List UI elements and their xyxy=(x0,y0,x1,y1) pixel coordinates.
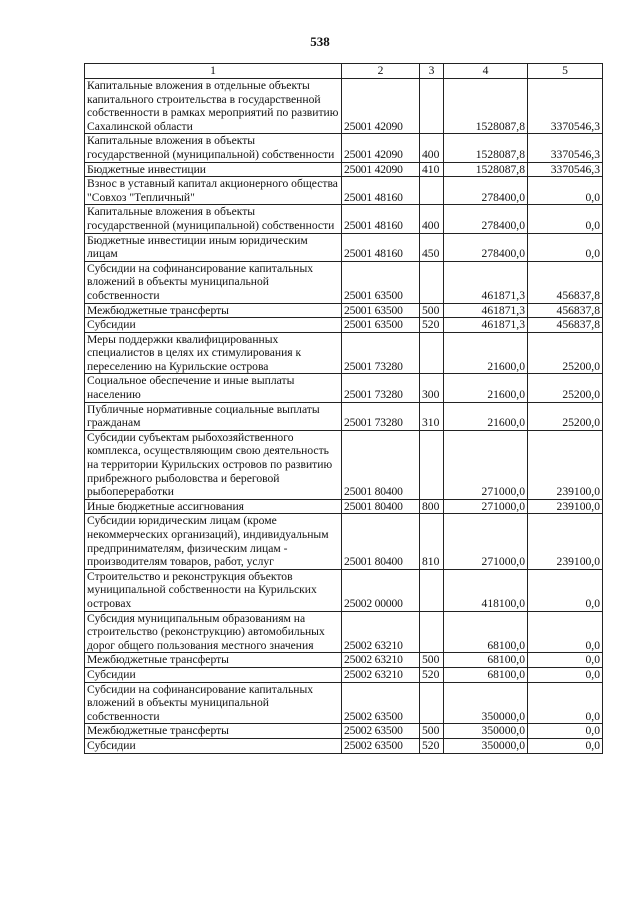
table-row xyxy=(85,303,603,318)
row-expense-type: 400 xyxy=(420,134,444,162)
table-row xyxy=(85,682,603,724)
row-expense-type: 520 xyxy=(420,667,444,682)
row-expense-type xyxy=(420,177,444,205)
row-amount-2: 3370546,3 xyxy=(528,134,603,162)
row-expense-type: 520 xyxy=(420,738,444,753)
table-row xyxy=(85,569,603,611)
table-body xyxy=(85,79,603,754)
table-row xyxy=(85,205,603,233)
row-amount-2: 0,0 xyxy=(528,724,603,739)
row-expense-type: 300 xyxy=(420,374,444,402)
row-name: Субсидии на софинансирование капитальных вложений в объекты муниципальной собственности xyxy=(85,682,342,724)
row-name: Социальное обеспечение и иные выплаты населению xyxy=(85,374,342,402)
row-code: 25001 80400 xyxy=(342,514,420,569)
row-expense-type: 810 xyxy=(420,514,444,569)
row-amount-1: 68100,0 xyxy=(444,667,528,682)
row-expense-type xyxy=(420,611,444,653)
table-row xyxy=(85,79,603,134)
row-name: Субсидии юридическим лицам (кроме некоммерческих организаций), индивидуальным предпринимателям, физическим лицам - производителям товаров, работ, услуг xyxy=(85,514,342,569)
row-amount-2: 25200,0 xyxy=(528,402,603,430)
table-row xyxy=(85,499,603,514)
row-name: Межбюджетные трансферты xyxy=(85,303,342,318)
row-code: 25001 63500 xyxy=(342,318,420,333)
table-row xyxy=(85,332,603,374)
row-expense-type xyxy=(420,569,444,611)
row-expense-type xyxy=(420,261,444,303)
table-row xyxy=(85,667,603,682)
row-name: Межбюджетные трансферты xyxy=(85,653,342,668)
table-row xyxy=(85,177,603,205)
row-amount-2: 0,0 xyxy=(528,569,603,611)
header-col-1: 1 xyxy=(85,64,342,79)
table-row xyxy=(85,261,603,303)
row-name: Меры поддержки квалифицированных специалистов в целях их стимулирования к переселению на Курильские острова xyxy=(85,332,342,374)
row-amount-2: 0,0 xyxy=(528,233,603,261)
row-expense-type xyxy=(420,332,444,374)
row-code: 25001 73280 xyxy=(342,332,420,374)
row-name: Субсидии субъектам рыбохозяйственного комплекса, осуществляющим свою деятельность на территории Курильских островов по развитию прибрежного рыболовства и береговой рыбопереработки xyxy=(85,430,342,499)
budget-table xyxy=(84,63,603,754)
table-row xyxy=(85,233,603,261)
row-amount-1: 278400,0 xyxy=(444,205,528,233)
row-name: Бюджетные инвестиции иным юридическим лицам xyxy=(85,233,342,261)
row-code: 25001 63500 xyxy=(342,261,420,303)
row-code: 25001 48160 xyxy=(342,233,420,261)
row-amount-2: 239100,0 xyxy=(528,430,603,499)
row-expense-type xyxy=(420,430,444,499)
row-code: 25002 00000 xyxy=(342,569,420,611)
row-expense-type: 500 xyxy=(420,653,444,668)
row-amount-2: 456837,8 xyxy=(528,261,603,303)
row-code: 25001 80400 xyxy=(342,430,420,499)
table-row xyxy=(85,374,603,402)
row-amount-1: 68100,0 xyxy=(444,611,528,653)
row-expense-type: 500 xyxy=(420,303,444,318)
row-name: Капитальные вложения в объекты государственной (муниципальной) собственности xyxy=(85,205,342,233)
row-amount-1: 1528087,8 xyxy=(444,79,528,134)
row-expense-type xyxy=(420,682,444,724)
row-amount-1: 350000,0 xyxy=(444,724,528,739)
row-name: Субсидии xyxy=(85,667,342,682)
row-amount-1: 21600,0 xyxy=(444,332,528,374)
row-code: 25002 63210 xyxy=(342,653,420,668)
table-row xyxy=(85,514,603,569)
table-row xyxy=(85,611,603,653)
header-col-4: 4 xyxy=(444,64,528,79)
row-amount-1: 461871,3 xyxy=(444,261,528,303)
row-amount-1: 21600,0 xyxy=(444,402,528,430)
row-expense-type xyxy=(420,79,444,134)
table-row xyxy=(85,724,603,739)
row-code: 25001 42090 xyxy=(342,162,420,177)
row-code: 25001 42090 xyxy=(342,79,420,134)
row-amount-2: 0,0 xyxy=(528,667,603,682)
row-name: Субсидия муниципальным образованиям на строительство (реконструкцию) автомобильных дорог общего пользования местного значения xyxy=(85,611,342,653)
row-amount-2: 3370546,3 xyxy=(528,79,603,134)
row-amount-2: 239100,0 xyxy=(528,499,603,514)
header-col-2: 2 xyxy=(342,64,420,79)
row-code: 25001 63500 xyxy=(342,303,420,318)
row-amount-2: 25200,0 xyxy=(528,374,603,402)
row-expense-type: 400 xyxy=(420,205,444,233)
header-row xyxy=(85,64,603,79)
header-col-5: 5 xyxy=(528,64,603,79)
row-name: Строительство и реконструкция объектов муниципальной собственности на Курильских островах xyxy=(85,569,342,611)
row-code: 25002 63500 xyxy=(342,738,420,753)
row-expense-type: 800 xyxy=(420,499,444,514)
row-amount-1: 271000,0 xyxy=(444,514,528,569)
row-code: 25001 48160 xyxy=(342,177,420,205)
row-name: Капитальные вложения в объекты государственной (муниципальной) собственности xyxy=(85,134,342,162)
row-code: 25001 48160 xyxy=(342,205,420,233)
row-amount-2: 456837,8 xyxy=(528,318,603,333)
row-amount-2: 0,0 xyxy=(528,738,603,753)
header-col-3: 3 xyxy=(420,64,444,79)
row-amount-1: 271000,0 xyxy=(444,430,528,499)
row-amount-1: 461871,3 xyxy=(444,318,528,333)
row-name: Капитальные вложения в отдельные объекты капитального строительства в государственной собственности в рамках мероприятий по развитию Сахалинской области xyxy=(85,79,342,134)
row-code: 25002 63500 xyxy=(342,724,420,739)
row-amount-1: 350000,0 xyxy=(444,682,528,724)
table-row xyxy=(85,430,603,499)
row-amount-1: 278400,0 xyxy=(444,177,528,205)
row-amount-1: 350000,0 xyxy=(444,738,528,753)
table-row xyxy=(85,653,603,668)
row-amount-2: 239100,0 xyxy=(528,514,603,569)
row-code: 25002 63210 xyxy=(342,667,420,682)
page-number: 538 xyxy=(310,34,330,49)
row-name: Публичные нормативные социальные выплаты гражданам xyxy=(85,402,342,430)
row-amount-1: 418100,0 xyxy=(444,569,528,611)
row-name: Взнос в уставный капитал акционерного общества "Совхоз "Тепличный" xyxy=(85,177,342,205)
row-amount-1: 278400,0 xyxy=(444,233,528,261)
row-expense-type: 500 xyxy=(420,724,444,739)
row-expense-type: 410 xyxy=(420,162,444,177)
row-code: 25001 80400 xyxy=(342,499,420,514)
table-row xyxy=(85,402,603,430)
row-code: 25001 73280 xyxy=(342,402,420,430)
row-amount-1: 68100,0 xyxy=(444,653,528,668)
table-row xyxy=(85,738,603,753)
row-name: Бюджетные инвестиции xyxy=(85,162,342,177)
row-amount-2: 0,0 xyxy=(528,205,603,233)
row-expense-type: 310 xyxy=(420,402,444,430)
row-amount-2: 0,0 xyxy=(528,653,603,668)
row-amount-1: 461871,3 xyxy=(444,303,528,318)
row-amount-2: 0,0 xyxy=(528,682,603,724)
row-name: Субсидии xyxy=(85,318,342,333)
table-row xyxy=(85,162,603,177)
row-amount-1: 271000,0 xyxy=(444,499,528,514)
row-amount-2: 0,0 xyxy=(528,611,603,653)
row-amount-2: 456837,8 xyxy=(528,303,603,318)
row-code: 25001 73280 xyxy=(342,374,420,402)
row-expense-type: 520 xyxy=(420,318,444,333)
row-name: Иные бюджетные ассигнования xyxy=(85,499,342,514)
row-amount-1: 1528087,8 xyxy=(444,162,528,177)
row-name: Межбюджетные трансферты xyxy=(85,724,342,739)
table-row xyxy=(85,318,603,333)
table-header xyxy=(85,64,603,79)
row-expense-type: 450 xyxy=(420,233,444,261)
row-amount-1: 1528087,8 xyxy=(444,134,528,162)
row-amount-2: 3370546,3 xyxy=(528,162,603,177)
row-code: 25001 42090 xyxy=(342,134,420,162)
row-code: 25002 63500 xyxy=(342,682,420,724)
row-amount-2: 0,0 xyxy=(528,177,603,205)
row-name: Субсидии xyxy=(85,738,342,753)
table-row xyxy=(85,134,603,162)
row-name: Субсидии на софинансирование капитальных вложений в объекты муниципальной собственности xyxy=(85,261,342,303)
row-code: 25002 63210 xyxy=(342,611,420,653)
row-amount-1: 21600,0 xyxy=(444,374,528,402)
row-amount-2: 25200,0 xyxy=(528,332,603,374)
